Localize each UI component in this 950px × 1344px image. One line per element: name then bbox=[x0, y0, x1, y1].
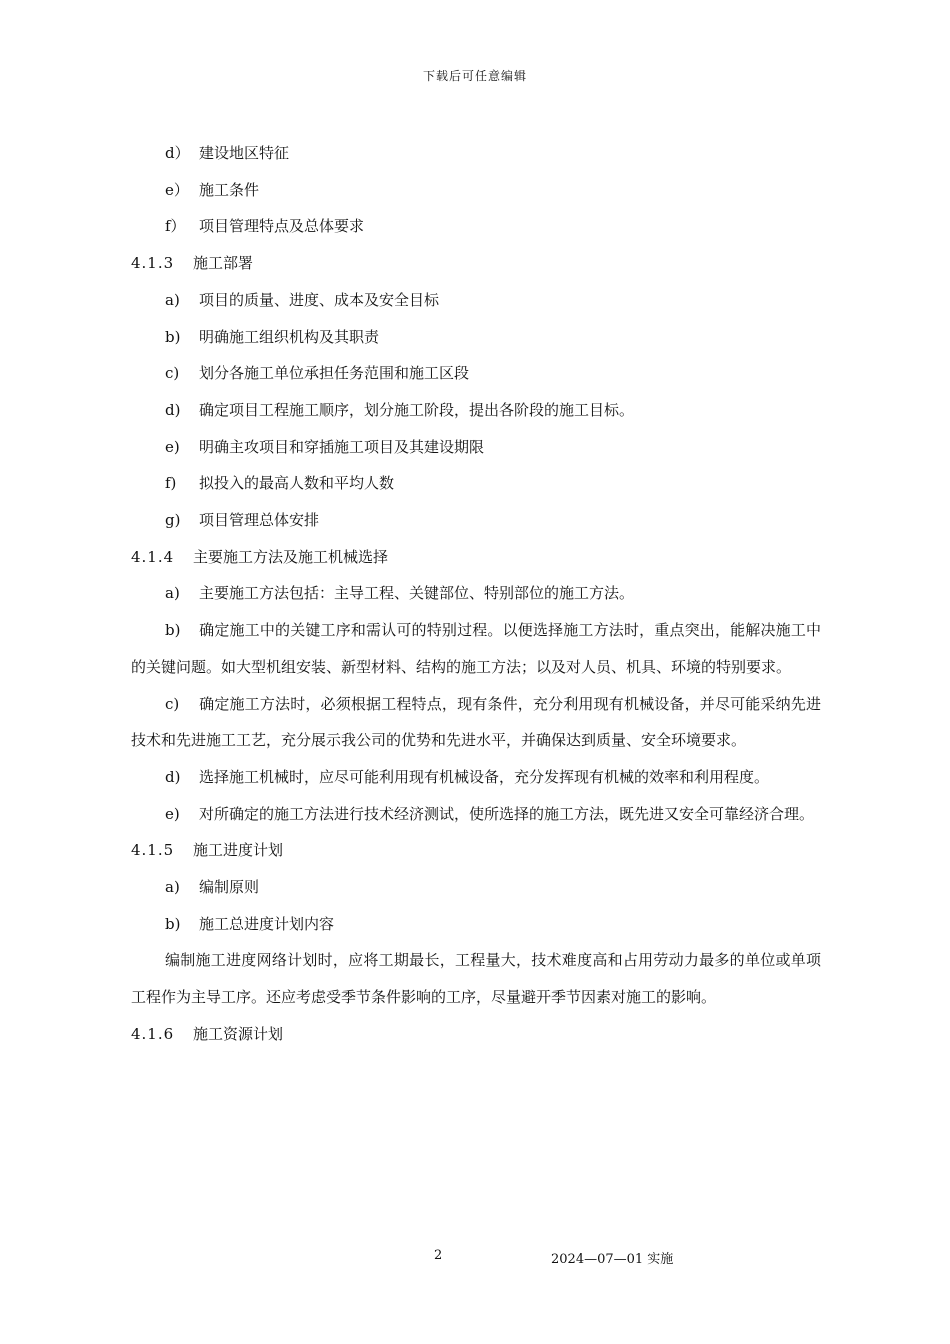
item-label: e) bbox=[165, 804, 180, 823]
item-text: 确定项目工程施工顺序，划分施工阶段，提出各阶段的施工目标。 bbox=[199, 400, 635, 419]
section-number: 4.1.4 bbox=[131, 547, 175, 566]
section-number: 4.1.6 bbox=[131, 1024, 175, 1043]
item-text: 施工总进度计划内容 bbox=[199, 914, 335, 933]
item-text: 施工条件 bbox=[199, 180, 260, 199]
list-item bbox=[131, 429, 821, 466]
item-label: d) bbox=[165, 767, 181, 786]
body-paragraph bbox=[131, 942, 821, 1015]
item-label: e） bbox=[165, 180, 189, 199]
section-heading bbox=[131, 245, 821, 282]
item-text: 拟投入的最高人数和平均人数 bbox=[199, 474, 395, 493]
list-item bbox=[131, 906, 821, 943]
page-number: 2 bbox=[434, 1248, 443, 1263]
item-label: b) bbox=[165, 327, 181, 346]
item-label: f） bbox=[165, 217, 186, 236]
list-item bbox=[131, 172, 821, 209]
item-label: a) bbox=[165, 878, 180, 897]
list-item bbox=[131, 208, 821, 245]
list-paragraph bbox=[131, 612, 821, 685]
page-header: 下载后可任意编辑 bbox=[422, 69, 527, 83]
list-item bbox=[131, 392, 821, 429]
item-label: b) bbox=[165, 914, 181, 933]
list-paragraph bbox=[131, 759, 821, 796]
list-item bbox=[131, 869, 821, 906]
item-text: 项目管理总体安排 bbox=[199, 511, 320, 530]
list-item bbox=[131, 319, 821, 356]
item-text: 主要施工方法包括：主导工程、关键部位、特别部位的施工方法。 bbox=[199, 584, 635, 603]
item-label: f) bbox=[165, 474, 177, 493]
section-heading bbox=[131, 1016, 821, 1053]
list-paragraph bbox=[131, 796, 821, 833]
item-text: 划分各施工单位承担任务范围和施工区段 bbox=[199, 364, 470, 383]
item-text: 确定施工中的关键工序和需认可的特别过程。以便选择施工方法时，重点突出，能解决施工中的关键问题。如大型机组安装、新型材料、结构的施工方法；以及对人员、机具、环境的特别要求。 bbox=[131, 621, 821, 676]
item-label: e) bbox=[165, 437, 180, 456]
item-text: 对所确定的施工方法进行技术经济测试，使所选择的施工方法，既先进又安全可靠经济合理。 bbox=[199, 804, 815, 823]
section-number: 4.1.3 bbox=[131, 254, 175, 273]
item-text: 选择施工机械时，应尽可能利用现有机械设备，充分发挥现有机械的效率和利用程度。 bbox=[199, 767, 770, 786]
list-item bbox=[131, 465, 821, 502]
item-label: c) bbox=[165, 694, 180, 713]
document-body bbox=[131, 135, 821, 1053]
list-item bbox=[131, 135, 821, 172]
list-item bbox=[131, 282, 821, 319]
section-heading bbox=[131, 539, 821, 576]
item-label: a) bbox=[165, 584, 180, 603]
item-text: 明确施工组织机构及其职责 bbox=[199, 327, 380, 346]
item-text: 建设地区特征 bbox=[199, 144, 290, 162]
item-label: c) bbox=[165, 364, 180, 383]
item-label: b) bbox=[165, 621, 181, 640]
item-text: 编制原则 bbox=[199, 878, 260, 897]
item-text: 施工资源计划 bbox=[193, 1024, 284, 1043]
item-text: 施工进度计划 bbox=[193, 841, 284, 860]
list-item bbox=[131, 575, 821, 612]
item-label: g) bbox=[165, 511, 181, 530]
list-paragraph bbox=[131, 686, 821, 759]
item-text: 确定施工方法时，必须根据工程特点，现有条件，充分利用现有机械设备，并尽可能采纳先进技术和先进施工工艺，充分展示我公司的优势和先进水平，并确保达到质量、安全环境要求。 bbox=[131, 694, 821, 750]
item-text: 项目的质量、进度、成本及安全目标 bbox=[199, 290, 440, 309]
item-text: 明确主攻项目和穿插施工项目及其建设期限 bbox=[199, 437, 485, 456]
item-text: 编制施工进度网络计划时，应将工期最长，工程量大，技术难度高和占用劳动力最多的单位或单项工程作为主导工序。还应考虑受季节条件影响的工序，尽量避开季节因素对施工的影响。 bbox=[131, 951, 821, 1007]
section-number: 4.1.5 bbox=[131, 841, 175, 860]
item-text: 施工部署 bbox=[193, 254, 254, 273]
item-label: a) bbox=[165, 290, 180, 309]
item-text: 项目管理特点及总体要求 bbox=[199, 217, 365, 236]
effective-date: 2024—07—01 实施 bbox=[551, 1252, 674, 1267]
item-text: 主要施工方法及施工机械选择 bbox=[193, 547, 389, 566]
list-item bbox=[131, 502, 821, 539]
list-item bbox=[131, 355, 821, 392]
item-label: d） bbox=[165, 144, 190, 162]
section-heading bbox=[131, 832, 821, 869]
item-label: d) bbox=[165, 400, 181, 419]
